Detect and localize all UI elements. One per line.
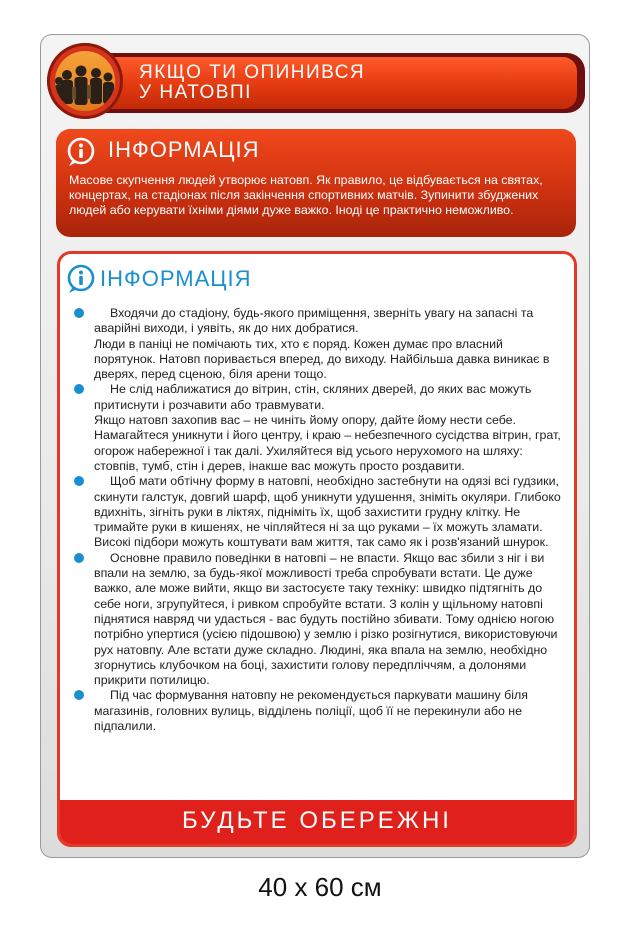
bullet-dot xyxy=(74,553,84,563)
info-box-details-title: ІНФОРМАЦІЯ xyxy=(100,266,252,291)
info-box-summary-text: Масове скупчення людей утворює натовп. Як правило, це відбувається на святах, концертах, на стадіонах після закінчення спортивних матчів. Зупинити збуджених людей або керувати їхніми діями дуже важко. Іноді це практично неможливо. xyxy=(69,173,543,217)
info-box-details-body xyxy=(74,306,564,734)
header-title xyxy=(139,63,365,103)
safety-poster xyxy=(40,34,590,858)
info-box-summary-title: ІНФОРМАЦІЯ xyxy=(108,137,260,162)
bullet-dot xyxy=(74,690,84,700)
info-icon xyxy=(66,137,96,167)
info-box-summary xyxy=(56,129,576,237)
info-icon xyxy=(66,264,96,294)
header-title-line2: У НАТОВПІ xyxy=(139,82,252,103)
list-item xyxy=(74,382,564,474)
list-item-text-cont: Люди в паніці не помічають тих, хто є поряд. Кожен думає про власний порятунок. Натовп поривається вперед, до виходу. Найбільша давка виникає в дверях, перед сценою, біля арени тощо. xyxy=(94,336,550,382)
warning-banner-text: БУДЬТЕ ОБЕРЕЖНІ xyxy=(182,807,452,834)
list-item-text-cont: Якщо натовп захопив вас – не чиніть йому опору, дайте йому нести себе. Намагайтеся уникнути і його центру, і краю – небезпечного сусідства вітрин, грат, огорож набережної і так далі. Ухиляйтеся від усього нерухомого на шляху: стовпів, тумб, стін і дерев, інакше вас можуть просто роздавити. xyxy=(94,413,561,473)
bullet-dot xyxy=(74,384,84,394)
list-item-text: Щоб мати обтічну форму в натовпі, необхідно застебнути на одязі всі гудзики, скинути галстук, довгий шарф, щоб уникнути удушення, зніміть окуляри. Глибоко вдихніть, зігніть руки в ліктях, підніміть їх, щоб захистити грудну клітку. Не тримайте руки в кишенях, не чіпляйтеся ні за що руками – їх можуть зламати. Високі підбори можуть коштувати вам життя, так само як і розв'язаний шнурок. xyxy=(94,474,561,550)
list-item-text: Основне правило поведінки в натовпі – не впасти. Якщо вас збили з ніг і ви впали на землю, за будь-якої можливості треба спробувати встати. Це дуже важко, але може вийти, якщо ви застосуєте таку техніку: швидко підтягніть до себе ноги, згрупуйтеся, і ривком спробуйте встати. З колін у щільному натовпі піднятися навряд чи удасться - вас будуть постійно збивати. Тому однією ногою потрібно упертися (усією підошвою) у землю і різко розігнутися, використовуючи рух натовпу. Але встати дуже складно. Людині, яка впала на землю, необхідно згорнутись клубочком на боці, захистити голову передпліччям, а долонями прикрити потилицю. xyxy=(94,550,558,688)
info-box-details xyxy=(57,251,577,847)
list-item-text: Під час формування натовпу не рекомендується паркувати машину біля магазинів, головних вулиць, відділень поліції, щоб її не перекинули або не підпалили. xyxy=(94,688,528,734)
list-item xyxy=(74,474,564,550)
warning-banner xyxy=(60,800,574,844)
bullet-dot xyxy=(74,308,84,318)
list-item xyxy=(74,551,564,689)
size-label: 40 х 60 см xyxy=(258,872,382,902)
poster-header xyxy=(47,43,585,119)
list-item-text: Входячи до стадіону, будь-якого приміщення, зверніть увагу на запасні та аварійні виходи, і уявіть, як до них добратися. xyxy=(94,306,534,336)
crowd-icon xyxy=(55,51,115,111)
list-item-text: Не слід наближатися до вітрин, стін, скляних дверей, до яких вас можуть притиснути і розчавити або травмувати. xyxy=(94,382,532,412)
list-item xyxy=(74,306,564,382)
header-badge xyxy=(47,43,123,119)
bullet-dot xyxy=(74,476,84,486)
header-title-line1: ЯКЩО ТИ ОПИНИВСЯ xyxy=(139,62,366,83)
list-item xyxy=(74,688,564,734)
